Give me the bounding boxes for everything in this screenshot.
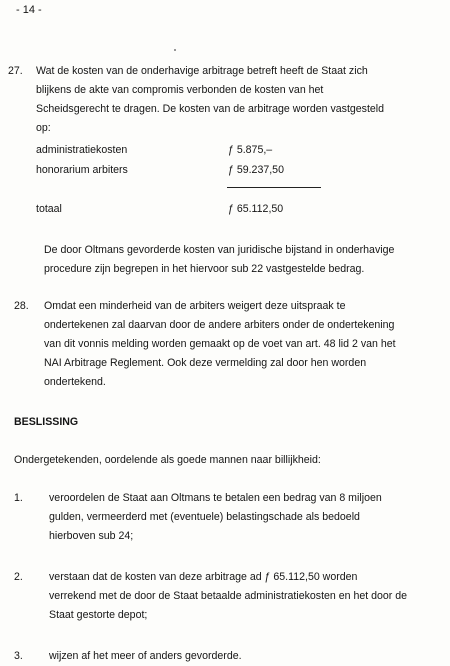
decision-heading: BESLISSING <box>14 416 79 428</box>
item-27-line-4: op: <box>36 122 51 134</box>
item-28-line-1: Omdat een minderheid van de arbiters weigert deze uitspraak te <box>44 300 346 312</box>
decision-item-3-line-1: wijzen af het meer of anders gevorderde. <box>49 650 242 662</box>
decision-item-1-number: 1. <box>14 492 23 504</box>
item-27-line-1: Wat de kosten van de onderhavige arbitrage betreft heeft de Staat zich <box>36 65 368 77</box>
item-27-line-2: blijkens de akte van compromis verbonden de kosten van het <box>36 84 324 96</box>
decision-item-2-line-3: Staat gestorte depot; <box>49 609 148 621</box>
total-label: totaal <box>36 203 62 215</box>
total-amount: ƒ 65.112,50 <box>228 203 284 215</box>
decision-item-2-line-2: verrekend met de door de Staat betaalde administratiekosten en het door de <box>49 590 408 602</box>
item-28-line-2: ondertekenen zal daarvan door de andere arbiters onder de ondertekening <box>44 319 395 331</box>
item-27-line-3: Scheidsgerecht te dragen. De kosten van de arbitrage worden vastgesteld <box>36 103 385 115</box>
item-28-number: 28. <box>14 300 29 312</box>
decision-item-1-line-1: veroordelen de Staat aan Oltmans te betalen een bedrag van 8 miljoen <box>49 492 382 504</box>
cost-amount-arbiters: ƒ 59.237,50 <box>228 164 284 176</box>
page-number: - 14 - <box>16 4 42 16</box>
item-27-number: 27. <box>8 65 23 77</box>
cost-label-arbiters: honorarium arbiters <box>36 164 128 176</box>
decision-item-1-line-2: gulden, vermeerderd met (eventuele) belastingschade als bedoeld <box>49 511 360 523</box>
item-28-line-5: ondertekend. <box>44 376 106 388</box>
decision-item-1-line-3: hierboven sub 24; <box>49 530 134 542</box>
decision-intro: Ondergetekenden, oordelende als goede mannen naar billijkheid: <box>14 454 321 466</box>
decision-item-2-line-1: verstaan dat de kosten van deze arbitrage ad ƒ 65.112,50 worden <box>49 571 358 583</box>
scan-speck <box>174 49 176 51</box>
decision-item-2-number: 2. <box>14 571 23 583</box>
decision-item-3-number: 3. <box>14 650 23 662</box>
item-28-line-3: van dit vonnis melding worden gemaakt op de voet van art. 48 lid 2 van het <box>44 338 396 350</box>
note-line-1: De door Oltmans gevorderde kosten van juridische bijstand in onderhavige <box>44 244 395 256</box>
cost-label-admin: administratiekosten <box>36 144 128 156</box>
note-line-2: procedure zijn begrepen in het hiervoor sub 22 vastgestelde bedrag. <box>44 263 365 275</box>
sum-rule <box>227 187 321 188</box>
item-28-line-4: NAI Arbitrage Reglement. Ook deze vermelding zal door hen worden <box>44 357 367 369</box>
cost-amount-admin: ƒ 5.875,– <box>228 144 273 156</box>
